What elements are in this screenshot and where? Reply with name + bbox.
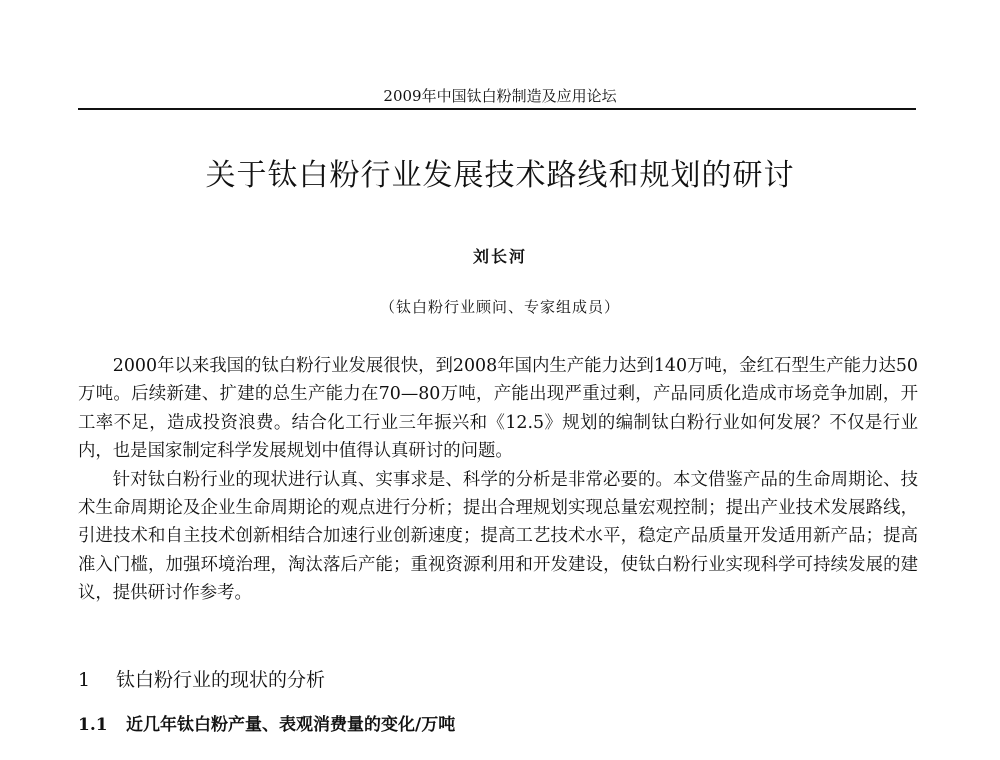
- header-rule: [78, 108, 916, 110]
- subsection-heading: [78, 713, 918, 737]
- subsection-number: 1.1: [78, 715, 108, 735]
- section-title: 钛白粉行业的现状的分析: [116, 669, 326, 691]
- article-title: 关于钛白粉行业发展技术路线和规划的研讨: [205, 158, 795, 193]
- author-affiliation: （钛白粉行业顾问、专家组成员）: [379, 298, 620, 316]
- author-name: 刘长河: [472, 247, 527, 266]
- article-body: [78, 352, 918, 608]
- running-header: [0, 86, 1000, 106]
- paragraph-2: 针对钛白粉行业的现状进行认真、实事求是、科学的分析是非常必要的。本文借鉴产品的生命周期论、技术生命周期论及企业生命周期论的观点进行分析；提出合理规划实现总量宏观控制；提出产业技术发展路线，引进技术和自主技术创新相结合加速行业创新速度；提高工艺技术水平，稳定产品质量开发适用新产品；提高准入门槛，加强环境治理，淘汰落后产能；重视资源利用和开发建设，使钛白粉行业实现科学可持续发展的建议，提供研讨作参考。: [78, 469, 918, 604]
- section-number: 1: [78, 669, 91, 691]
- paragraph-1: 2000年以来我国的钛白粉行业发展很快，到2008年国内生产能力达到140万吨，金红石型生产能力达50万吨。后续新建、扩建的总生产能力在70—80万吨，产能出现严重过剩，产品同质化造成市场竞争加剧，开工率不足，造成投资浪费。结合化工行业三年振兴和《12.5》规划的编制钛白粉行业如何发展？不仅是行业内，也是国家制定科学发展规划中值得认真研讨的问题。: [78, 356, 918, 462]
- running-header-text: 2009年中国钛白粉制造及应用论坛: [383, 87, 617, 105]
- subsection-title: 近几年钛白粉产量、表观消费量的变化/万吨: [126, 715, 456, 735]
- section-heading: [78, 667, 918, 693]
